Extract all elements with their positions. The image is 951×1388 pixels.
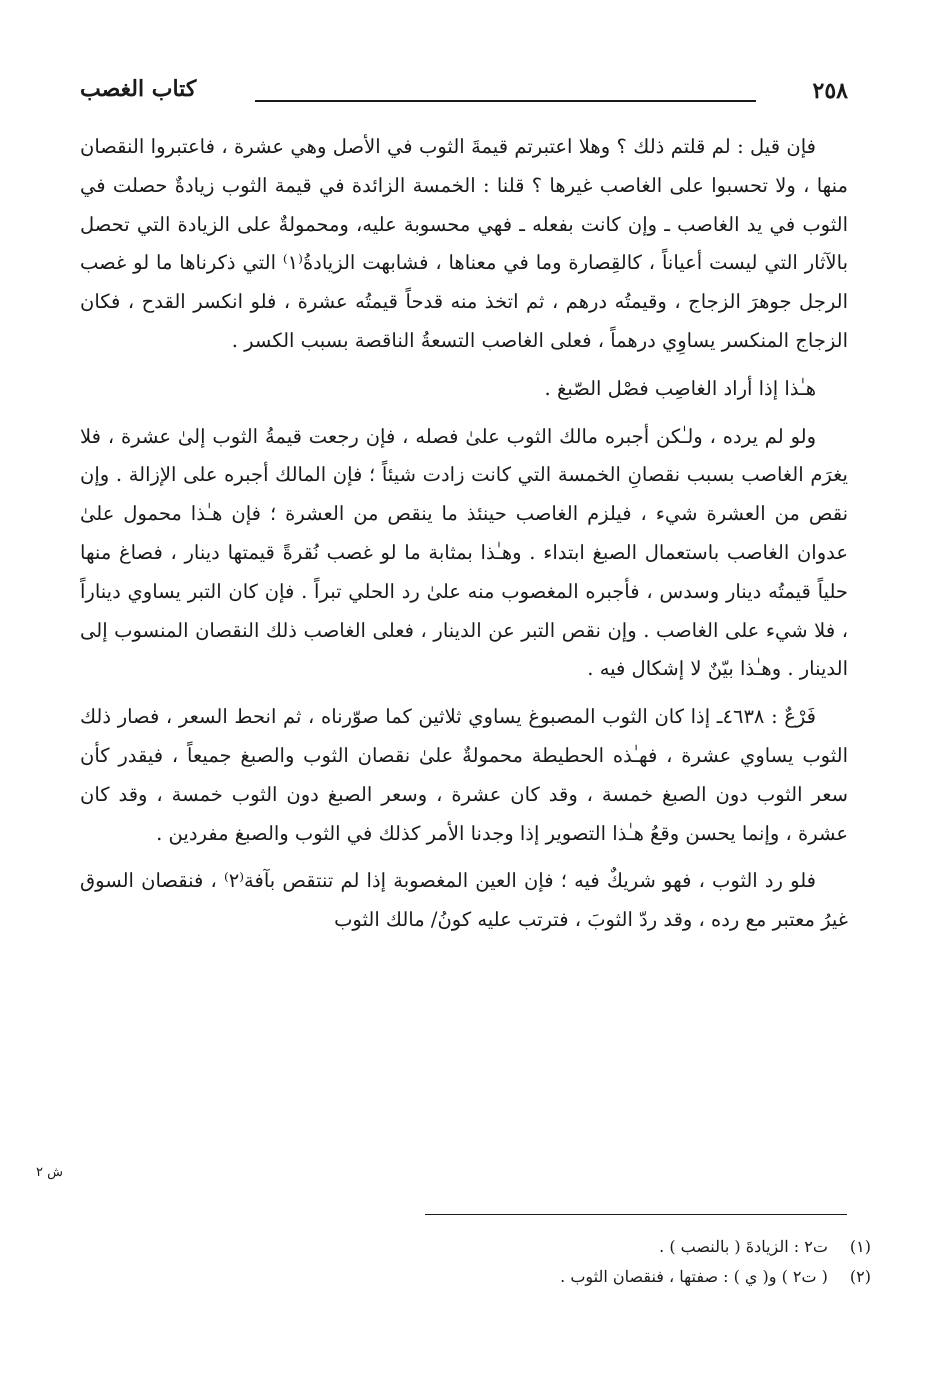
- manuscript-margin-note: ش ٢: [36, 1165, 63, 1180]
- paragraph-2: هـٰذا إذا أراد الغاصِب فصْل الصّبغ .: [544, 376, 816, 400]
- header-rule: [255, 100, 756, 102]
- main-text: [80, 128, 848, 940]
- footnote-text: ( ت٢ ) و( ي ) : صفتها ، فنقصان الثوب .: [560, 1267, 828, 1286]
- paragraph-5: فلو رد الثوب ، فهو شريكٌ فيه ؛ فإن العين المغصوبة إذا لم تنتقص بآفة⁽٢⁾ ، فنقصان السوق غيرُ معتبر مع رده ، وقد ردّ الثوبَ ، فترتب عليه كونُ/ مالك الثوب: [80, 869, 848, 932]
- footnote-1: [371, 1232, 871, 1262]
- running-header: [80, 72, 848, 116]
- footnote-number: (٢): [849, 1267, 871, 1286]
- footnote-number: (١): [849, 1237, 871, 1256]
- footnote-text: ت٢ : الزيادةَ ( بالنصب ) .: [659, 1237, 828, 1256]
- page-number: ٢٥٨: [812, 78, 848, 104]
- paragraph-4: فَرْعٌ : ٤٦٣٨ـ إذا كان الثوب المصبوغ يساوي ثلاثين كما صوّرناه ، ثم انحط السعر ، فصار ذلك الثوب يساوي عشرة ، فهـٰذه الحطيطة محمولةٌ علىٰ نقصان الثوب والصبغ جميعاً ، فيقدر كأن سعر الثوب دون الصبغ خمسة ، وقد كان عشرة ، وسعر الصبغ دون الثوب خمسة ، وقد كان عشرة ، وإنما يحسن وقعُ هـٰذا التصوير إذا وجدنا الأمر كذلك في الثوب والصبغ مفردين .: [80, 705, 848, 845]
- footnote-2: [371, 1262, 871, 1292]
- footnotes: [371, 1232, 871, 1292]
- footnote-rule: [425, 1214, 847, 1215]
- paragraph-3: ولو لم يرده ، ولـٰكن أجبره مالك الثوب علىٰ فصله ، فإن رجعت قيمةُ الثوب إلىٰ عشرة ، فلا يغرَم الغاصب بسبب نقصانِ الخمسة التي كانت زادت شيئاً ؛ فإن المالك أجبره على الإزالة . وإن نقص من العشرة شيء ، فيلزم الغاصب حينئذ ما ينقص من العشرة ؛ فإن هـٰذا محمول علىٰ عدوان الغاصب باستعمال الصبغ ابتداء . وهـٰذا بمثابة ما لو غصب نُقرةً قيمتها دينار ، فصاغ منها حلياً قيمتُه دينار وسدس ، فأجبره المغصوب منه علىٰ رد الحلي تبراً . فإن كان التبر يساوي ديناراً ، فلا شيء على الغاصب . وإن نقص التبر عن الدينار ، فعلى الغاصب ذلك النقصان المنسوب إلى الدينار . وهـٰذا بيّنٌ لا إشكال فيه .: [80, 424, 848, 681]
- paragraph-1: فإن قيل : لم قلتم ذلك ؟ وهلا اعتبرتم قيمةَ الثوب في الأصل وهي عشرة ، فاعتبروا النقصان منها ، ولا تحسبوا على الغاصب غيرها ؟ قلنا : الخمسة الزائدة في قيمة الثوب زيادةٌ حصلت في الثوب في يد الغاصب ـ وإن كانت بفعله ـ فهي محسوبة عليه، ومحمولةٌ على الزيادة التي تحصل بالآثار التي ليست أعياناً ، كالقِصارة وما في معناها ، فشابهت الزيادةُ⁽١⁾ التي ذكرناها ما لو غصب الرجل جوهرَ الزجاج ، وقيمتُه درهم ، ثم اتخذ منه قدحاً قيمتُه عشرة ، فلو انكسر القدح ، فكان الزجاج المنكسر يساوِي درهماً ، فعلى الغاصب التسعةُ الناقصة بسبب الكسر .: [80, 135, 848, 352]
- book-title: كتاب الغصب: [80, 76, 197, 102]
